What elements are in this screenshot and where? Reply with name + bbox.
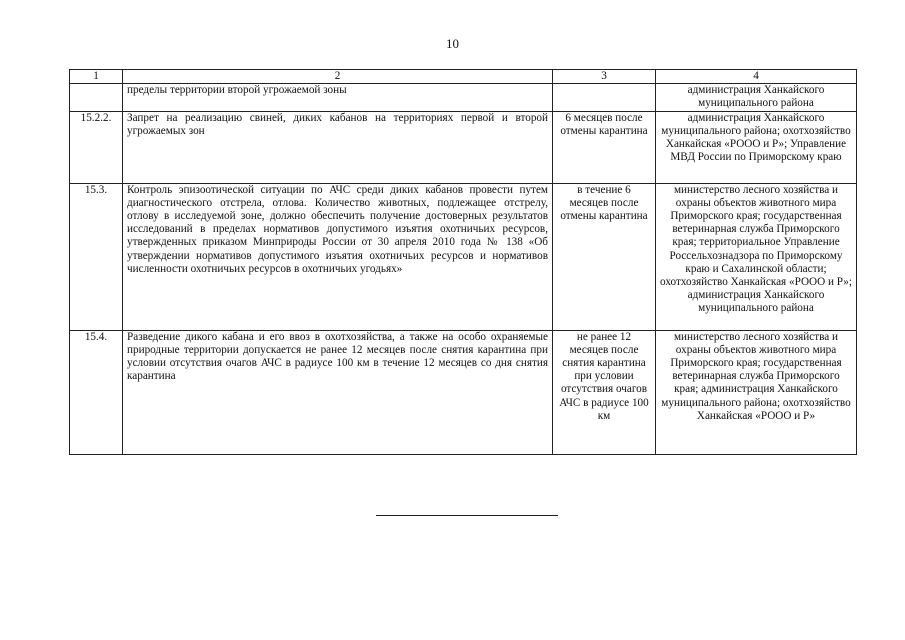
column-header-number: 1 (70, 70, 123, 84)
table-row (70, 330, 857, 454)
closing-divider (376, 515, 558, 516)
row-responsible: администрация Ханкайского муниципального района (656, 84, 857, 111)
row-number: 15.4. (70, 330, 123, 454)
table-header-row (70, 70, 857, 84)
page-number: 10 (446, 36, 459, 51)
row-responsible: администрация Ханкайского муниципального района; охотхозяйство Ханкайская «РООО и Р»; Управление МВД России по Приморскому краю (656, 111, 857, 183)
table-row (70, 111, 857, 183)
row-responsible: министерство лесного хозяйства и охраны объектов животного мира Приморского края; государственная ветеринарная служба Приморского края; администрация Ханкайского муниципального района; охотхозяйство Ханкайская «РООО и Р» (656, 330, 857, 454)
row-measure: Контроль эпизоотической ситуации по АЧС среди диких кабанов провести путем диагностического отстрела, отлова. Количество животных, подлежащее отстрелу, отлову в исследуемой зоне, должно обеспечить получение достоверных результатов исследований в пределах нормативов допустимого изъятия охотничьих ресурсов, утвержденных приказом Минприроды России от 30 апреля 2010 года № 138 «Об утверждении нормативов допустимого изъятия охотничьих ресурсов и нормативов численности охотничьих ресурсов в охотничьих угодьях» (123, 183, 553, 330)
row-term: не ранее 12 месяцев после снятия карантина при условии отсутствия очагов АЧС в радиусе 100 км (553, 330, 656, 454)
table-row (70, 84, 857, 111)
row-number (70, 84, 123, 111)
table-row (70, 183, 857, 330)
row-number: 15.2.2. (70, 111, 123, 183)
row-measure: пределы территории второй угрожаемой зоны (123, 84, 553, 111)
row-number: 15.3. (70, 183, 123, 330)
row-term: в течение 6 месяцев после отмены карантина (553, 183, 656, 330)
column-header-term: 3 (553, 70, 656, 84)
column-header-measure: 2 (123, 70, 553, 84)
row-term (553, 84, 656, 111)
row-responsible: министерство лесного хозяйства и охраны объектов животного мира Приморского края; государственная ветеринарная служба Приморского края; территориальное Управление Россельхознадзора по Приморскому краю и Сахалинской области; охотхозяйство Ханкайская «РООО и Р»; администрация Ханкайского муниципального района (656, 183, 857, 330)
row-term: 6 месяцев после отмены карантина (553, 111, 656, 183)
row-measure: Разведение дикого кабана и его ввоз в охотхозяйства, а также на особо охраняемые природные территории допускается не ранее 12 месяцев после снятия карантина при условии отсутствия очагов АЧС в радиусе 100 км в течение 12 месяцев со дня снятия карантина (123, 330, 553, 454)
row-measure: Запрет на реализацию свиней, диких кабанов на территориях первой и второй угрожаемых зон (123, 111, 553, 183)
measures-table (69, 69, 857, 455)
column-header-responsible: 4 (656, 70, 857, 84)
